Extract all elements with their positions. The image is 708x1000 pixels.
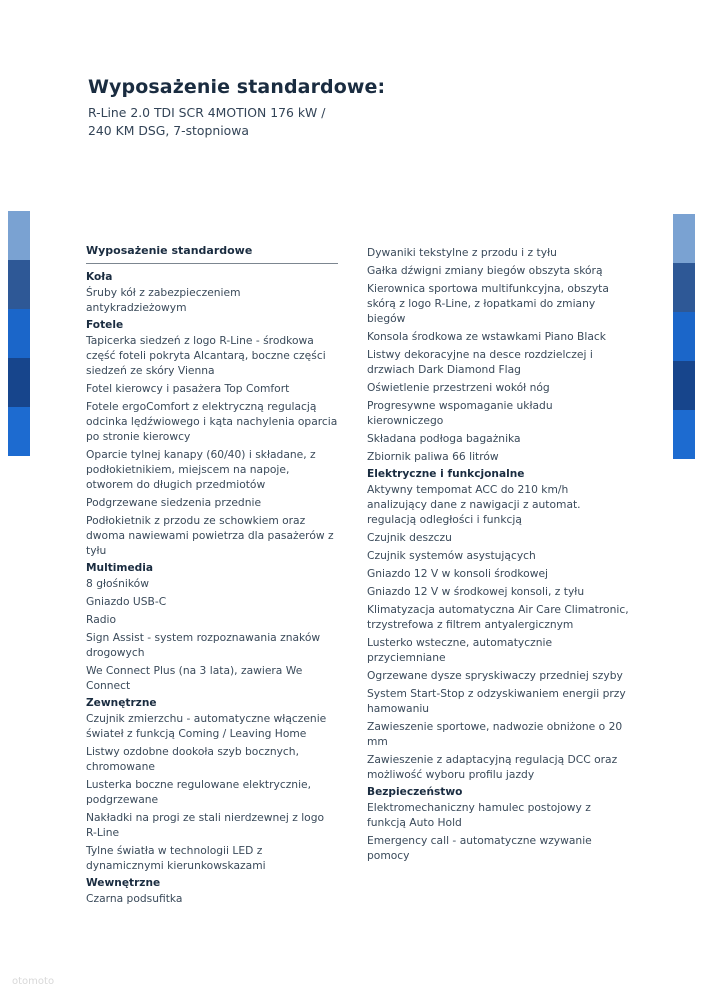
equipment-item: Ogrzewane dysze spryskiwaczy przedniej szyby xyxy=(367,669,623,682)
equipment-group xyxy=(367,245,629,464)
equipment-item: Aktywny tempomat ACC do 210 km/h analizujący dane z nawigacji z automat. regulacją odległości i funkcją xyxy=(367,483,581,526)
stripe-block xyxy=(8,358,30,407)
page-subtitle: R-Line 2.0 TDI SCR 4MOTION 176 kW / 240 KM DSG, 7-stopniowa xyxy=(88,105,326,138)
section-header: Wyposażenie standardowe xyxy=(86,243,338,264)
group-title: Fotele xyxy=(86,319,124,331)
equipment-item: Klimatyzacja automatyczna Air Care Climatronic, trzystrefowa z filtrem antyalergicznym xyxy=(367,603,629,631)
group-title: Zewnętrzne xyxy=(86,697,157,709)
equipment-item: Lusterka boczne regulowane elektrycznie, podgrzewane xyxy=(86,778,312,806)
equipment-item: Zbiornik paliwa 66 litrów xyxy=(367,450,499,463)
stripe-block xyxy=(673,214,695,263)
right-color-stripe xyxy=(673,214,695,459)
equipment-item: Emergency call - automatyczne wzywanie pomocy xyxy=(367,834,592,862)
equipment-item: Konsola środkowa ze wstawkami Piano Black xyxy=(367,330,606,343)
equipment-item: Czujnik systemów asystujących xyxy=(367,549,536,562)
equipment-item: Składana podłoga bagażnika xyxy=(367,432,521,445)
stripe-block xyxy=(8,309,30,358)
equipment-item: Gałka dźwigni zmiany biegów obszyta skórą xyxy=(367,264,603,277)
equipment-item: Gniazdo 12 V w konsoli środkowej xyxy=(367,567,548,580)
equipment-item: Listwy dekoracyjne na desce rozdzielczej i drzwiach Dark Diamond Flag xyxy=(367,348,593,376)
right-column xyxy=(367,245,629,866)
equipment-group-multimedia xyxy=(86,561,338,693)
equipment-item: Czujnik zmierzchu - automatyczne włączenie świateł z funkcją Coming / Leaving Home xyxy=(86,712,327,740)
stripe-block xyxy=(8,407,30,456)
group-title: Wewnętrzne xyxy=(86,877,161,889)
equipment-item: Kierownica sportowa multifunkcyjna, obszyta skórą z logo R-Line, z łopatkami do zmiany biegów xyxy=(367,282,609,325)
stripe-block xyxy=(8,260,30,309)
watermark: otomoto xyxy=(12,976,55,987)
equipment-item: Fotel kierowcy i pasażera Top Comfort xyxy=(86,382,290,395)
equipment-item: Gniazdo USB-C xyxy=(86,595,167,608)
equipment-item: Progresywne wspomaganie układu kierowniczego xyxy=(367,399,553,427)
equipment-item: We Connect Plus (na 3 lata), zawiera We Connect xyxy=(86,664,303,692)
group-title: Multimedia xyxy=(86,562,153,574)
equipment-item: Oświetlenie przestrzeni wokół nóg xyxy=(367,381,550,394)
equipment-item: Nakładki na progi ze stali nierdzewnej z logo R-Line xyxy=(86,811,325,839)
equipment-item: Śruby kół z zabezpieczeniem antykradzieżowym xyxy=(86,286,241,314)
stripe-block xyxy=(673,410,695,459)
equipment-item: Tapicerka siedzeń z logo R-Line - środkowa część foteli pokryta Alcantarą, boczne części siedzeń ze skóry Vienna xyxy=(86,334,326,377)
equipment-item: Sign Assist - system rozpoznawania znaków drogowych xyxy=(86,631,321,659)
equipment-item: Podłokietnik z przodu ze schowkiem oraz dwoma nawiewami powietrza dla pasażerów z tyłu xyxy=(86,514,334,557)
equipment-item: Gniazdo 12 V w środkowej konsoli, z tyłu xyxy=(367,585,585,598)
equipment-group-wewnetrzne xyxy=(86,876,338,906)
equipment-item: Listwy ozdobne dookoła szyb bocznych, chromowane xyxy=(86,745,299,773)
stripe-block xyxy=(8,211,30,260)
stripe-block xyxy=(673,361,695,410)
equipment-item: Lusterko wsteczne, automatycznie przyciemniane xyxy=(367,636,553,664)
equipment-item: Czarna podsufitka xyxy=(86,892,183,905)
equipment-item: Radio xyxy=(86,613,117,626)
equipment-item: 8 głośników xyxy=(86,577,149,590)
equipment-item: Czujnik deszczu xyxy=(367,531,452,544)
equipment-group-bezpieczenstwo xyxy=(367,785,629,863)
equipment-group-elektryczne-i-funkcjonalne xyxy=(367,467,629,782)
equipment-item: Dywaniki tekstylne z przodu i z tyłu xyxy=(367,246,557,259)
left-groups xyxy=(86,270,338,906)
group-title: Bezpieczeństwo xyxy=(367,786,463,798)
group-title: Koła xyxy=(86,271,113,283)
equipment-group-kola xyxy=(86,270,338,315)
right-groups xyxy=(367,245,629,863)
page-title: Wyposażenie standardowe: xyxy=(88,76,386,98)
stripe-block xyxy=(673,312,695,361)
equipment-group-zewnetrzne xyxy=(86,696,338,873)
equipment-item: System Start-Stop z odzyskiwaniem energii przy hamowaniu xyxy=(367,687,626,715)
equipment-item: Zawieszenie z adaptacyjną regulacją DCC oraz możliwość wyboru profilu jazdy xyxy=(367,753,618,781)
equipment-item: Zawieszenie sportowe, nadwozie obniżone o 20 mm xyxy=(367,720,623,748)
equipment-item: Elektromechaniczny hamulec postojowy z funkcją Auto Hold xyxy=(367,801,591,829)
equipment-item: Fotele ergoComfort z elektryczną regulacją odcinka lędźwiowego i kąta nachylenia oparcia po stronie kierowcy xyxy=(86,400,338,443)
group-title: Elektryczne i funkcjonalne xyxy=(367,468,525,480)
equipment-item: Podgrzewane siedzenia przednie xyxy=(86,496,262,509)
left-column xyxy=(86,243,338,909)
equipment-group-fotele xyxy=(86,318,338,558)
left-color-stripe xyxy=(8,211,30,456)
equipment-item: Oparcie tylnej kanapy (60/40) i składane, z podłokietnikiem, miejscem na napoje, otworem do długich przedmiotów xyxy=(86,448,316,491)
equipment-item: Tylne światła w technologii LED z dynamicznymi kierunkowskazami xyxy=(86,844,266,872)
stripe-block xyxy=(673,263,695,312)
